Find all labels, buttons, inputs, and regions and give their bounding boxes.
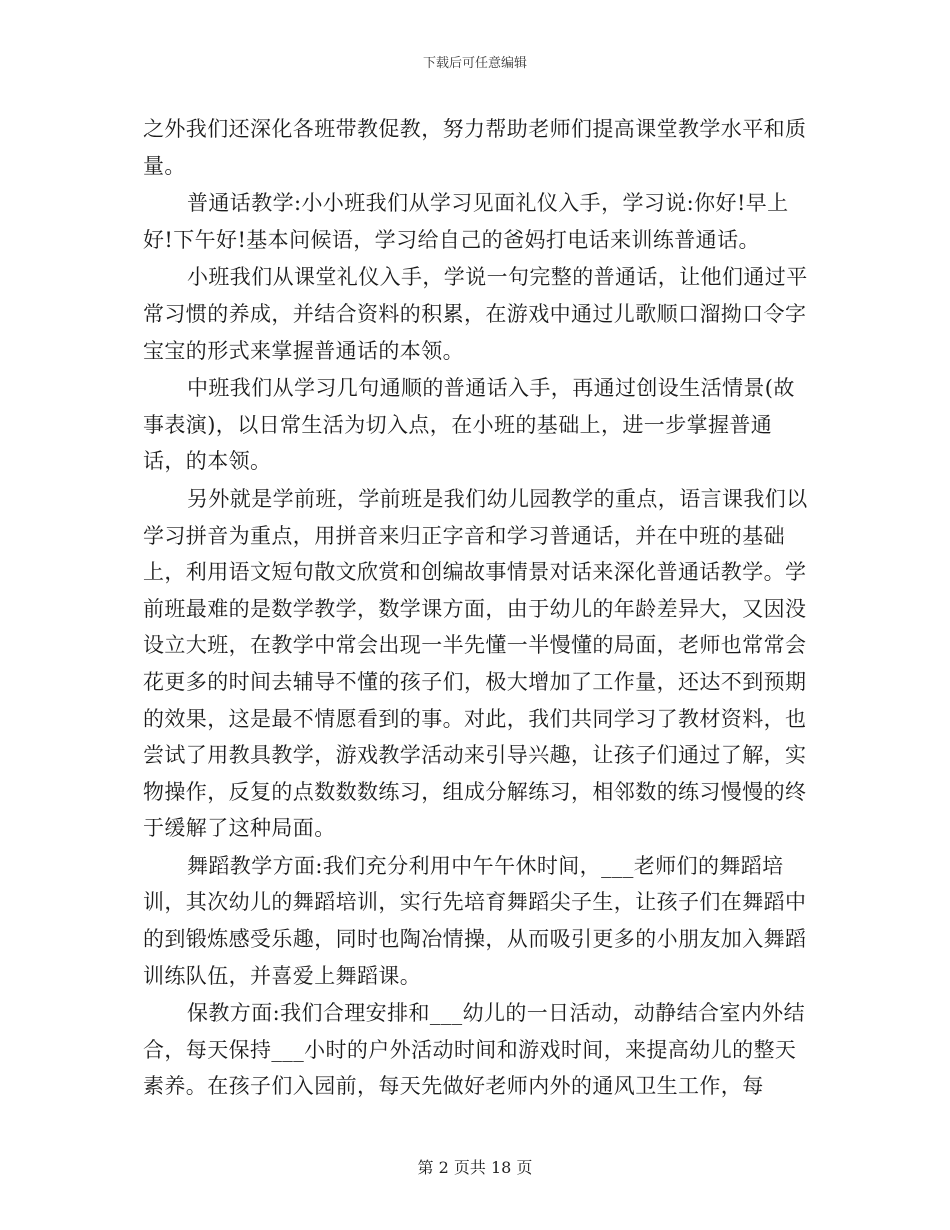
page-header: 下载后可任意编辑	[422, 56, 527, 71]
document-body	[143, 111, 813, 1106]
paragraph-1: 之外我们还深化各班带教促教，努力帮助老师们提高课堂教学水平和质量。	[143, 117, 807, 178]
page-footer: 第 2 页共 18 页	[417, 1158, 533, 1177]
paragraph-small-class: 小班我们从课堂礼仪入手，学说一句完整的普通话，让他们通过平常习惯的养成，并结合资料的积累，在游戏中通过儿歌顺口溜拗口令字宝宝的形式来掌握普通话的本领。	[143, 265, 808, 363]
paragraph-middle-class: 中班我们从学习几句通顺的普通话入手，再通过创设生活情景(故事表演)，以日常生活为切入点，在小班的基础上，进一步掌握普通话，的本领。	[143, 376, 795, 474]
paragraph-care: 保教方面:我们合理安排和___幼儿的一日活动，动静结合室内外结合，每天保持___小时的户外活动时间和游戏时间，来提高幼儿的整天素养。在孩子们入园前，每天先做好老师内外的通风卫生工作，每	[143, 1001, 805, 1099]
paragraph-dance: 舞蹈教学方面:我们充分利用中午午休时间，___老师们的舞蹈培训，其次幼儿的舞蹈培训，实行先培育舞蹈尖子生，让孩子们在舞蹈中的到锻炼感受乐趣，同时也陶冶情操，从而吸引更多的小朋友加入舞蹈训练队伍，并喜爱上舞蹈课。	[143, 853, 807, 988]
paragraph-mandarin: 普通话教学:小小班我们从学习见面礼仪入手，学习说:你好!早上好!下午好!基本问候语，学习给自己的爸妈打电话来训练普通话。	[143, 191, 789, 252]
paragraph-preschool: 另外就是学前班，学前班是我们幼儿园教学的重点，语言课我们以学习拼音为重点，用拼音来归正字音和学习普通话，并在中班的基础上，利用语文短句散文欣赏和创编故事情景对话来深化普通话教学。学前班最难的是数学教学，数学课方面，由于幼儿的年龄差异大，又因没设立大班，在教学中常会出现一半先懂一半慢懂的局面，老师也常常会花更多的时间去辅导不懂的孩子们，极大增加了工作量，还达不到预期的效果，这是最不情愿看到的事。对此，我们共同学习了教材资料，也尝试了用教具教学，游戏教学活动来引导兴趣，让孩子们通过了解，实物操作，反复的点数数数练习，组成分解练习，相邻数的练习慢慢的终于缓解了这种局面。	[143, 486, 808, 841]
